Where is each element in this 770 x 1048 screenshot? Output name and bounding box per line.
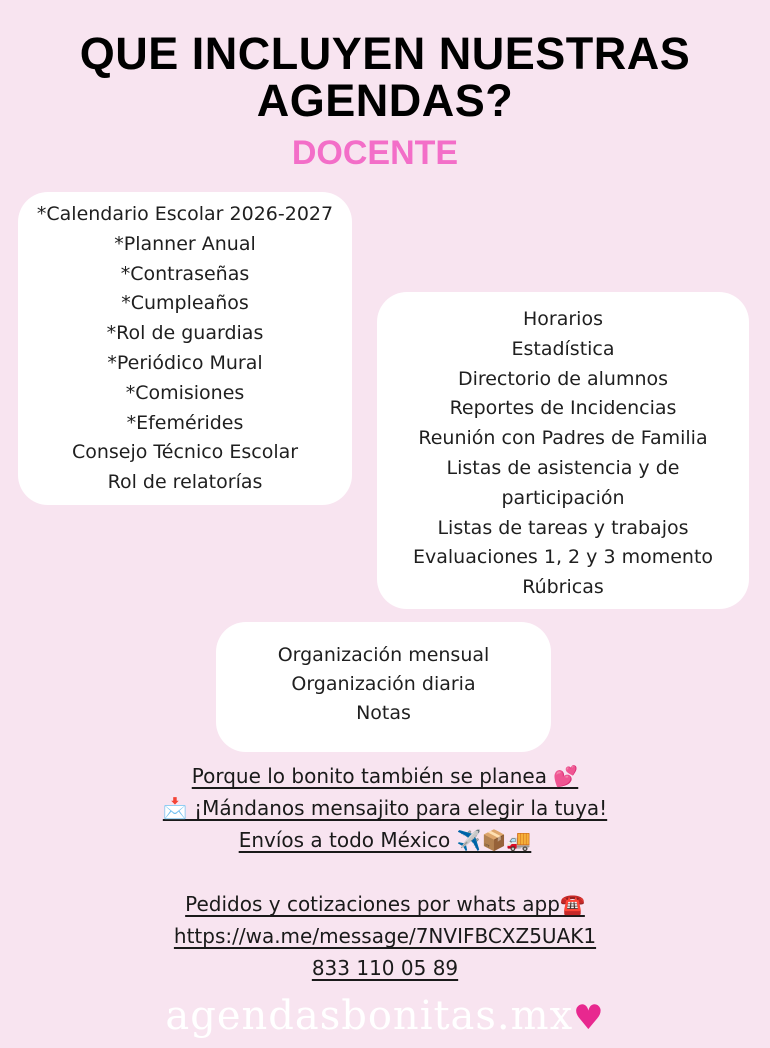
brand-watermark: [0, 992, 770, 1042]
list-item: *Comisiones: [125, 381, 245, 404]
list-item: Reunión con Padres de Familia: [418, 427, 708, 450]
list-item: Reportes de Incidencias: [449, 397, 677, 420]
page-title: [0, 30, 770, 124]
orders-text: Pedidos y cotizaciones por whats app☎️: [185, 892, 585, 916]
page-title-line-1: QUE INCLUYEN NUESTRAS: [79, 28, 691, 79]
list-item: *Rol de guardias: [106, 322, 264, 345]
list-item: *Contraseñas: [120, 262, 250, 285]
page-subtitle: DOCENTE: [291, 134, 459, 172]
list-item: *Periódico Mural: [107, 351, 263, 374]
list-item: Listas de tareas y trabajos: [437, 516, 689, 539]
list-item: *Efemérides: [126, 411, 244, 434]
list-item: Estadística: [511, 337, 615, 360]
list-item: *Planner Anual: [114, 232, 256, 255]
promo-line-2: 📩 ¡Mándanos mensajito para elegir la tuya!: [162, 796, 608, 820]
list-item: Evaluaciones 1, 2 y 3 momento: [412, 546, 714, 569]
features-card-left: [18, 192, 352, 505]
promo-text: [0, 760, 770, 856]
list-item: Directorio de alumnos: [457, 367, 669, 390]
list-item: Rol de relatorías: [107, 471, 263, 494]
features-card-right: [377, 292, 749, 609]
page-title-line-2: AGENDAS?: [256, 75, 514, 126]
list-item: Organización mensual: [277, 644, 490, 666]
list-item: Organización diaria: [291, 673, 476, 695]
list-item: Notas: [356, 702, 411, 724]
contact-info: [0, 888, 770, 984]
whatsapp-link[interactable]: https://wa.me/message/7NVIFBCXZ5UAK1: [173, 924, 597, 948]
phone-number[interactable]: 833 110 05 89: [311, 956, 459, 980]
list-item: Listas de asistencia y de participación: [446, 456, 680, 509]
list-item: *Cumpleaños: [121, 292, 249, 315]
list-item: Rúbricas: [522, 576, 604, 599]
promo-line-3: Envíos a todo México ✈️📦🚚: [238, 828, 532, 852]
list-item: Horarios: [523, 308, 603, 330]
list-item: *Calendario Escolar 2026-2027: [36, 203, 334, 225]
features-card-bottom: [216, 622, 551, 752]
brand-name: agendasbonitas.mx: [165, 993, 574, 1039]
promo-line-1: Porque lo bonito también se planea 💕: [191, 764, 579, 788]
list-item: Consejo Técnico Escolar: [71, 441, 299, 464]
heart-icon: ♥: [573, 998, 605, 1038]
